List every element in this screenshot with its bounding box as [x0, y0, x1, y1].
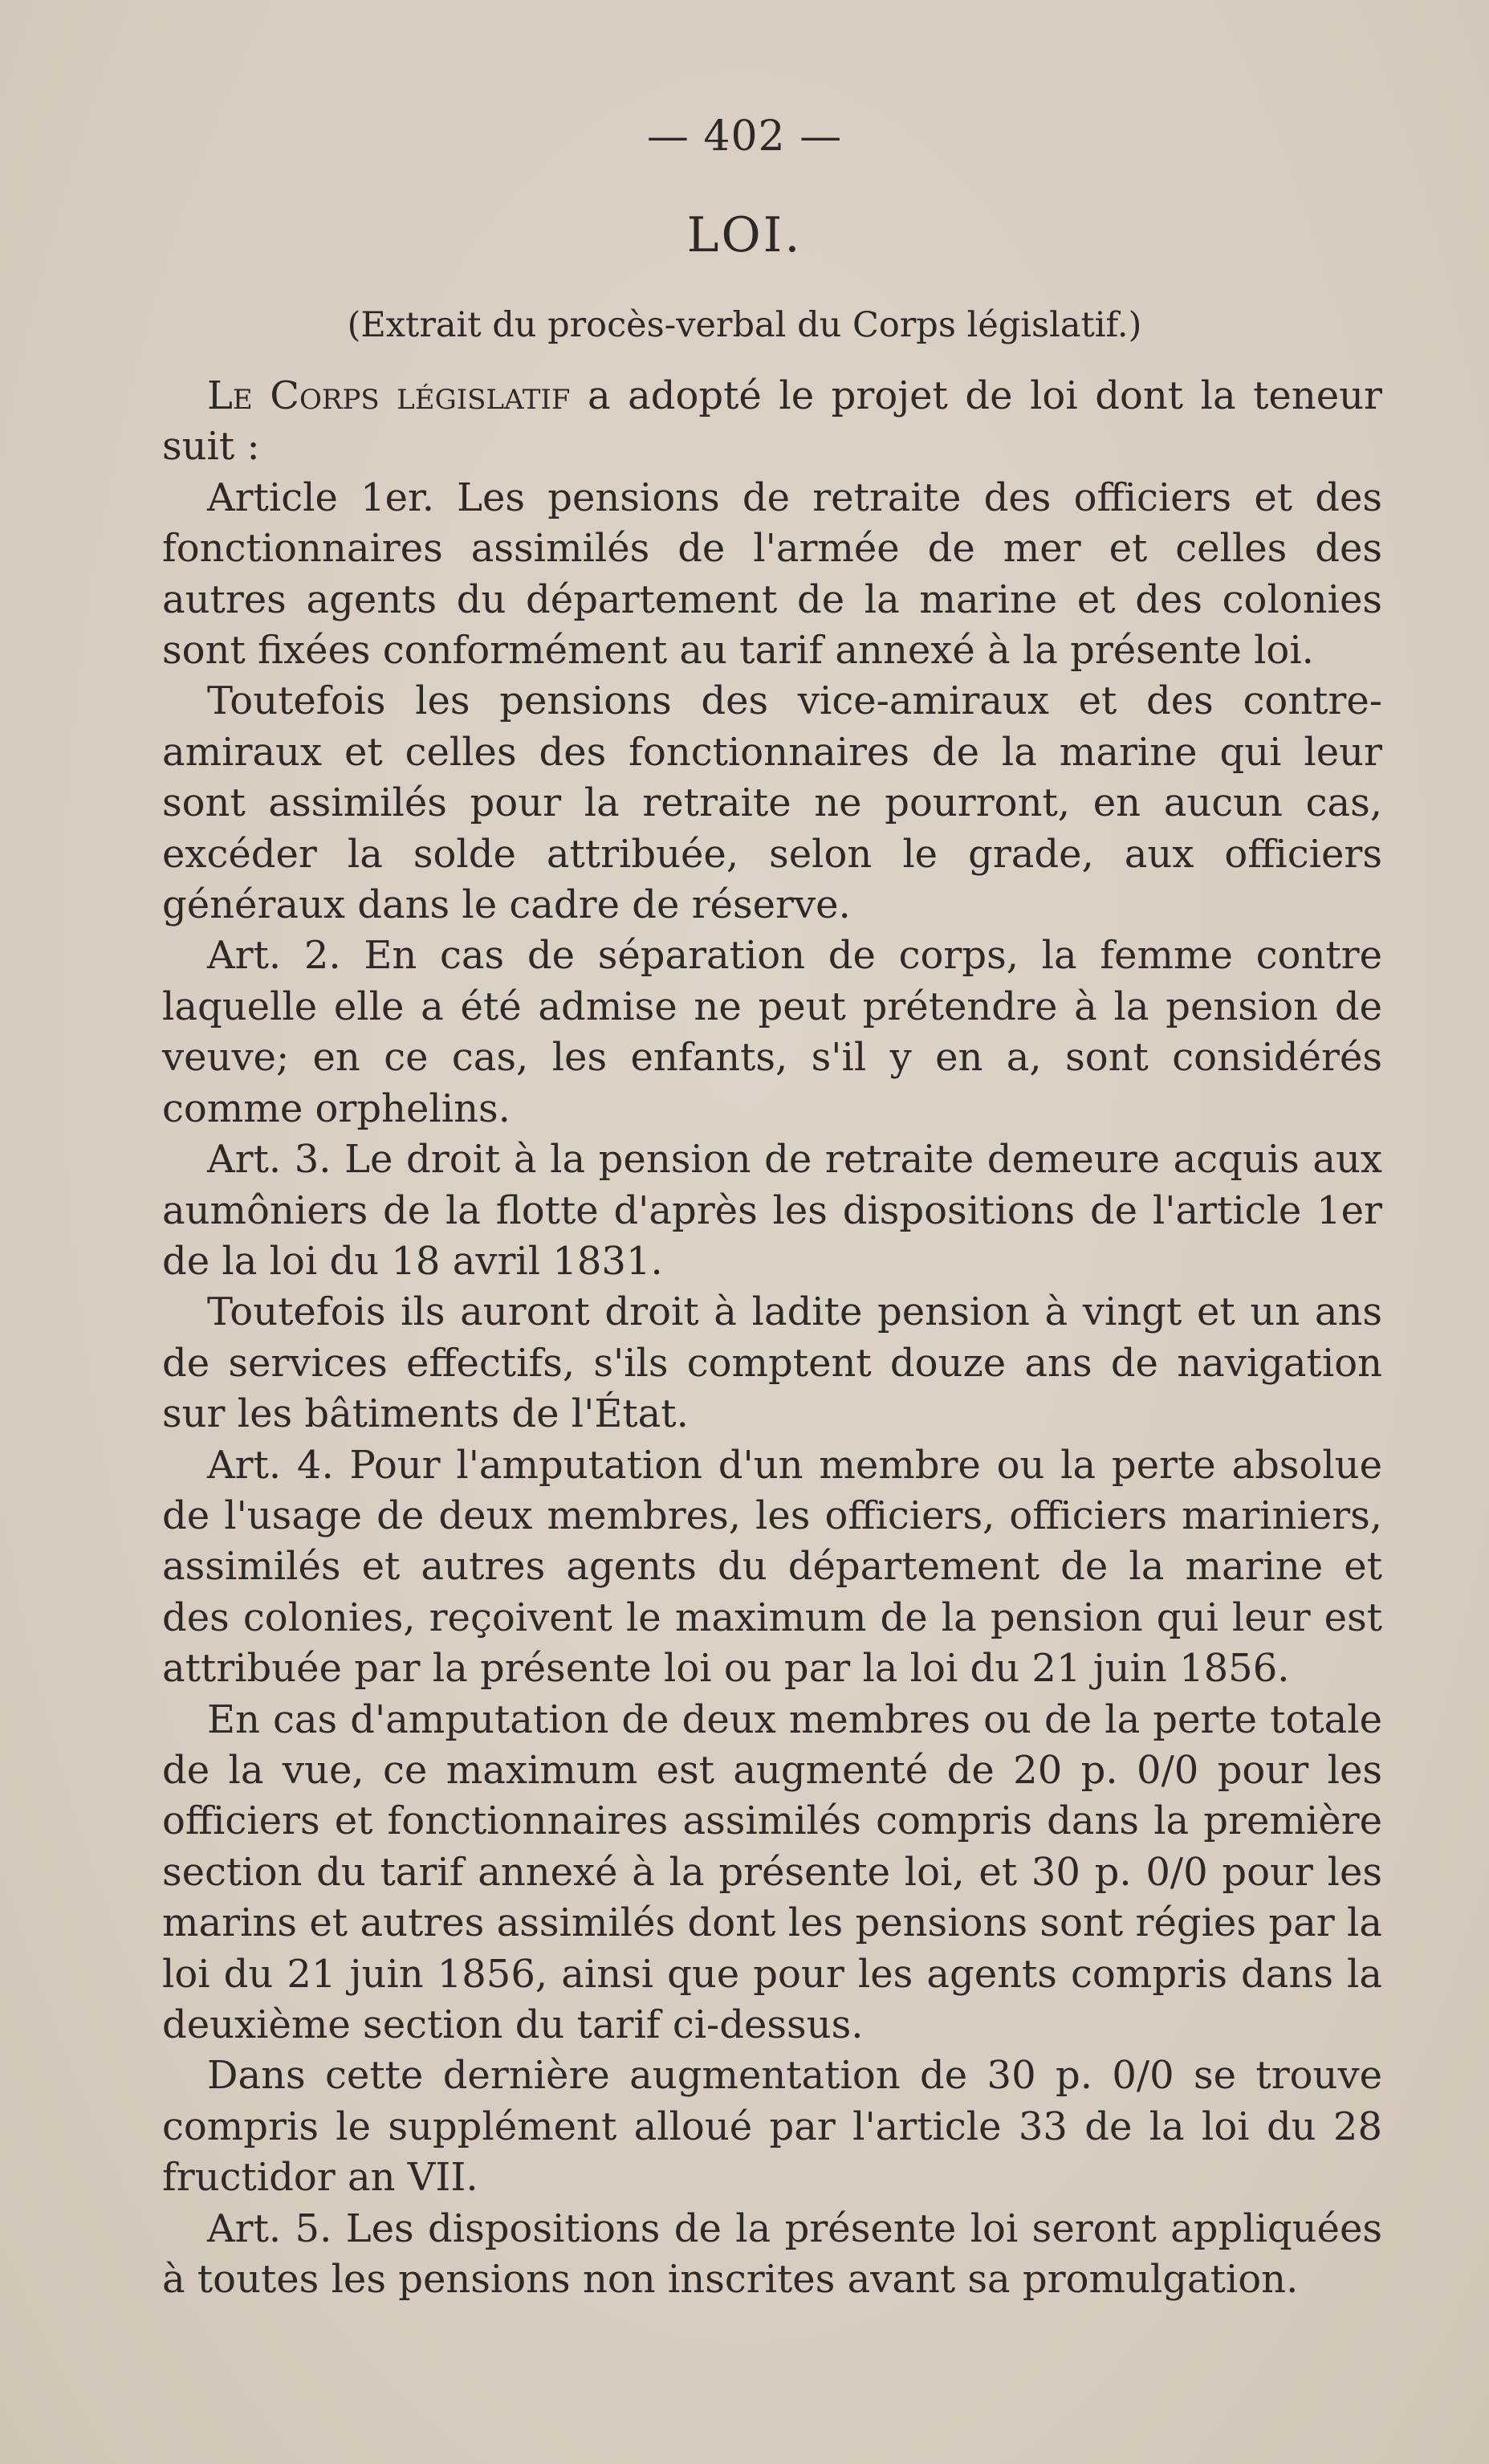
article-3-toutefois-paragraph: Toutefois ils auront droit à ladite pension à vingt et un ans de services effectifs, s'ils comptent douze ans de navigation sur les bâtiments de l'État.	[162, 1289, 1382, 1437]
article-2-paragraph: Art. 2. En cas de séparation de corps, la femme contre laquelle elle a été admise ne peut prétendre à la pension de veuve; en ce cas, les enfants, s'il y en a, sont considérés comme orphelins.	[162, 933, 1382, 1131]
article-4-augmentation-paragraph: Dans cette dernière augmentation de 30 p. 0/0 se trouve compris le supplément alloué par l'article 33 de la loi du 28 fructidor an VII.	[162, 2053, 1382, 2201]
article-3-paragraph: Art. 3. Le droit à la pension de retraite demeure acquis aux aumôniers de la flotte d'après les dispositions de l'article 1er de la loi du 18 avril 1831.	[162, 1137, 1382, 1284]
article-1-paragraph: Article 1er. Les pensions de retraite des officiers et des fonctionnaires assimilés de l'armée de mer et celles des autres agents du département de la marine et des colonies sont fixées conformément au tarif annexé à la présente loi.	[162, 474, 1382, 674]
page-title: LOI.	[686, 207, 803, 263]
article-5-paragraph: Art. 5. Les dispositions de la présente loi seront appliquées à toutes les pensions non inscrites avant sa promulgation.	[162, 2205, 1382, 2303]
page-number-header: — 402 —	[646, 112, 843, 161]
article-4-paragraph: Art. 4. Pour l'amputation d'un membre ou la perte absolue de l'usage de deux membres, les officiers, officiers mariniers, assimilés et autres agents du département de la marine et des colonies, reçoivent le maximum de la pension qui leur est attribuée par la présente loi ou par la loi du 21 juin 1856.	[162, 1442, 1382, 1692]
intro-paragraph	[162, 371, 1382, 473]
article-4-amputation-paragraph: En cas d'amputation de deux membres ou de la perte totale de la vue, ce maximum est augmenté de 20 p. 0/0 pour les officiers et fonctionnaires assimilés compris dans la première section du tarif annexé à la présente loi, et 30 p. 0/0 pour les marins et autres assimilés dont les pensions sont régies par la loi du 21 juin 1856, ainsi que pour les agents compris dans la deuxième section du tarif ci-dessus.	[162, 1696, 1382, 2047]
intro-lead: Le Corps législatif	[207, 373, 571, 418]
intro-rest: a adopté le projet de loi dont la teneur suit :	[162, 373, 1382, 470]
subtitle: (Extrait du procès-verbal du Corps législatif.)	[347, 305, 1142, 345]
article-1-toutefois-paragraph: Toutefois les pensions des vice-amiraux et des contre-amiraux et celles des fonctionnaires de la marine qui leur sont assimilés pour la retraite ne pourront, en aucun cas, excéder la solde attribuée, selon le grade, aux officiers généraux dans le cadre de réserve.	[162, 678, 1382, 928]
law-text	[162, 371, 1382, 2305]
